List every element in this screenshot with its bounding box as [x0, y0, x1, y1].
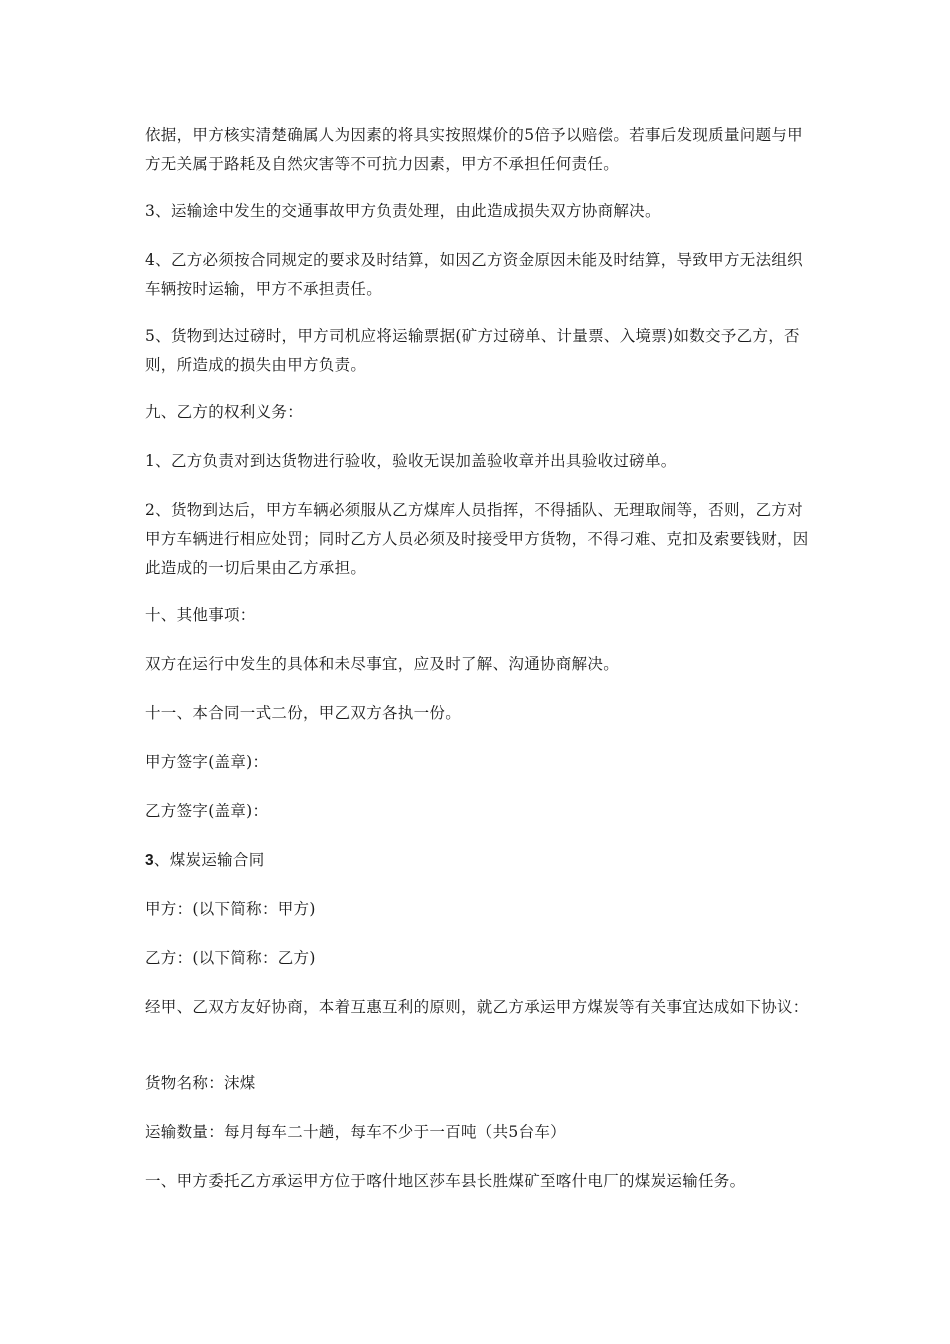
paragraph-compensation-clause: 依据，甲方核实清楚确属人为因素的将具实按照煤价的5倍予以赔偿。若事后发现质量问题与甲方无关属于路耗及自然灾害等不可抗力因素，甲方不承担任何责任。 — [145, 126, 803, 173]
contract-title-3 — [145, 846, 817, 875]
clause-1-line: 一、甲方委托乙方承运甲方位于喀什地区莎车县长胜煤矿至喀什电厂的煤炭运输任务。 — [145, 1172, 746, 1190]
party-a-signature-line: 甲方签字(盖章)： — [145, 753, 269, 771]
paragraph-other-matters: 双方在运行中发生的具体和未尽事宜，应及时了解、沟通协商解决。 — [145, 655, 620, 673]
goods-name-line: 货物名称：沫煤 — [145, 1074, 256, 1092]
party-b-line: 乙方：(以下简称：乙方) — [145, 949, 316, 967]
paragraph-clause-9-2: 2、货物到达后，甲方车辆必须服从乙方煤库人员指挥，不得插队、无理取闹等，否则，乙方对甲方车辆进行相应处罚；同时乙方人员必须及时接受甲方货物，不得刁难、克扣及索要钱财，因此造成的一切后果由乙方承担。 — [145, 501, 809, 577]
paragraph-clause-9-1: 1、乙方负责对到达货物进行验收，验收无误加盖验收章并出具验收过磅单。 — [145, 452, 677, 470]
paragraph-preamble: 经甲、乙双方友好协商，本着互惠互利的原则，就乙方承运甲方煤炭等有关事宜达成如下协议： — [145, 998, 809, 1016]
section-heading-10: 十、其他事项： — [145, 606, 256, 624]
paragraph-clause-5: 5、货物到达过磅时，甲方司机应将运输票据(矿方过磅单、计量票、入境票)如数交予乙方，否则，所造成的损失由甲方负责。 — [145, 327, 800, 374]
party-a-line: 甲方：(以下简称：甲方) — [145, 900, 316, 918]
section-heading-9: 九、乙方的权利义务： — [145, 403, 304, 421]
contract-title-text: 、煤炭运输合同 — [153, 851, 265, 869]
party-b-signature-line: 乙方签字(盖章)： — [145, 802, 269, 820]
contract-number: 3 — [145, 852, 154, 869]
section-heading-11: 十一、本合同一式二份，甲乙双方各执一份。 — [145, 704, 462, 722]
transport-quantity-line: 运输数量：每月每车二十趟，每车不少于一百吨（共5台车） — [145, 1123, 566, 1141]
paragraph-clause-3: 3、运输途中发生的交通事故甲方负责处理，由此造成损失双方协商解决。 — [145, 202, 661, 220]
paragraph-clause-4: 4、乙方必须按合同规定的要求及时结算，如因乙方资金原因未能及时结算，导致甲方无法组织车辆按时运输，甲方不承担责任。 — [145, 251, 803, 298]
